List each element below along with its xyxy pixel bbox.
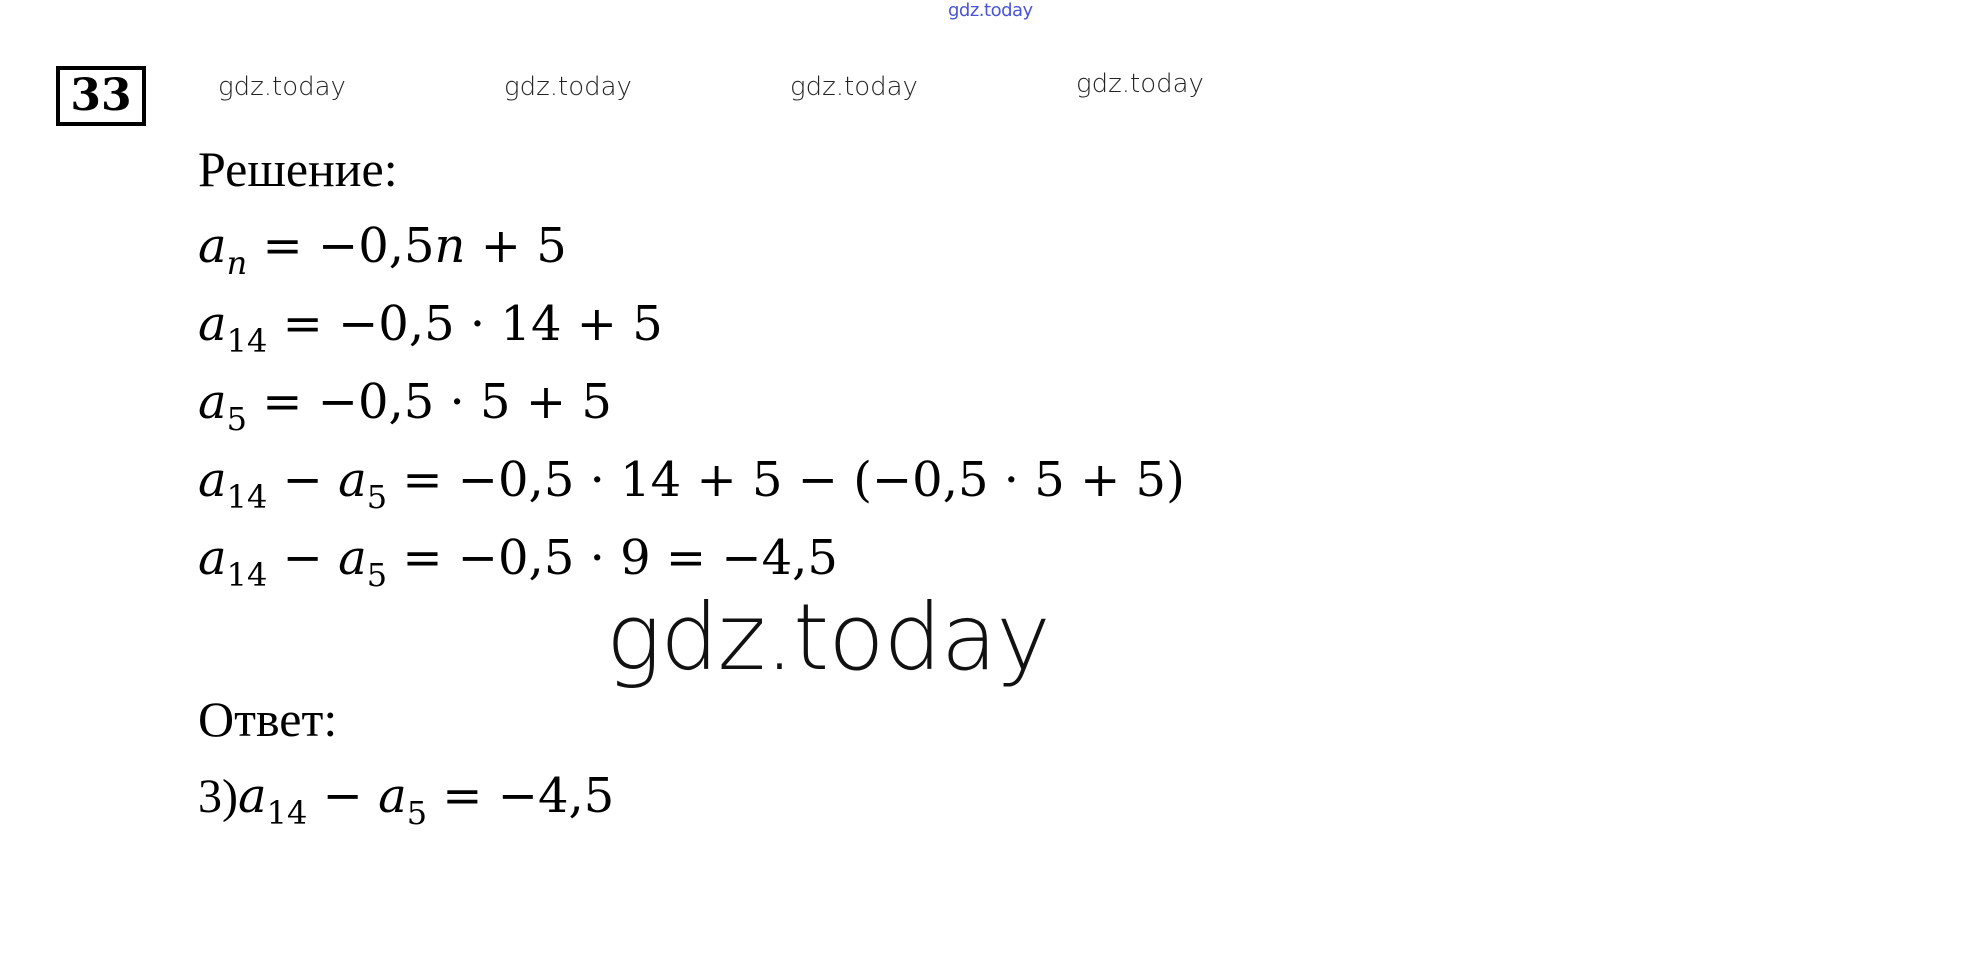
answer-option: 3) [198, 770, 238, 823]
minus: − [267, 452, 339, 508]
expr: = −0,5 [247, 218, 435, 274]
subscript: 5 [406, 794, 428, 832]
subscript: 14 [226, 322, 268, 360]
solution-heading: Решение: [198, 141, 398, 197]
task-number: 33 [70, 70, 132, 121]
var-n: n [434, 218, 466, 274]
subscript: 5 [366, 556, 388, 594]
watermark-3: gdz.today [790, 72, 918, 102]
answer-heading: Ответ: [198, 691, 338, 747]
var-a: a [198, 452, 227, 508]
answer-line [198, 768, 615, 832]
watermark-center: gdz.today [606, 584, 1050, 691]
subscript: 14 [226, 556, 268, 594]
equation-line-1 [198, 218, 567, 282]
watermark-top: gdz.today [948, 0, 1033, 21]
expr: = −4,5 [427, 768, 615, 824]
var-a: a [198, 296, 227, 352]
equation-line-4 [198, 452, 1185, 516]
task-number-box [56, 66, 146, 126]
watermark-4: gdz.today [1076, 69, 1204, 99]
minus: − [267, 530, 339, 586]
expr: = −0,5 · 5 + 5 [246, 374, 612, 430]
var-a: a [338, 530, 367, 586]
var-a: a [378, 768, 407, 824]
subscript: 5 [366, 478, 388, 516]
var-a: a [237, 768, 267, 824]
expr: + 5 [465, 218, 567, 274]
watermark-1: gdz.today [218, 72, 346, 102]
minus: − [307, 768, 379, 824]
var-a: a [198, 218, 227, 274]
var-a: a [338, 452, 367, 508]
expr: = −0,5 · 14 + 5 − (−0,5 · 5 + 5) [387, 452, 1185, 508]
expr: = −0,5 · 14 + 5 [267, 296, 663, 352]
var-a: a [198, 374, 227, 430]
subscript: 14 [266, 794, 308, 832]
subscript: 5 [226, 400, 247, 438]
var-a: a [198, 530, 227, 586]
equation-line-3 [198, 374, 612, 438]
equation-line-5 [198, 530, 838, 594]
subscript: 14 [226, 478, 268, 516]
equation-line-2 [198, 296, 663, 360]
expr: = −0,5 · 9 = −4,5 [387, 530, 838, 586]
watermark-2: gdz.today [504, 72, 632, 102]
subscript: n [226, 244, 248, 282]
